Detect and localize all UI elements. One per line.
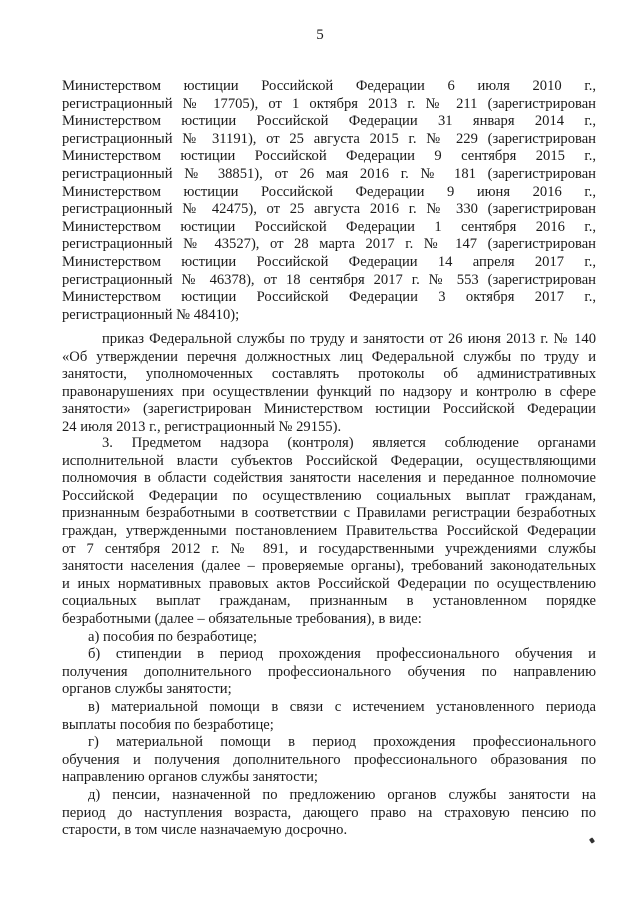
text-line: 24 июля 2013 г., регистрационный № 29155). xyxy=(62,418,342,435)
text-line: занятости» (зарегистрирован Министерством юстиции Российской Федерации xyxy=(62,401,596,418)
text-line: получения дополнительного профессионального обучения по направлению xyxy=(62,663,596,680)
text-line: г) материальной помощи в период прохождения профессионального xyxy=(88,734,596,750)
text-line: правонарушениях при осуществлении функций по надзору и контролю в сфере xyxy=(62,383,596,400)
text-line: регистрационный № 46378), от 18 сентября 2017 г. № 553 (зарегистрирован xyxy=(62,271,596,288)
list-item-v xyxy=(62,699,596,734)
text-line: старости, в том числе назначаемую досрочно. xyxy=(62,822,348,839)
text-line: Министерством юстиции Российской Федерации 6 июля 2010 г., xyxy=(62,78,596,94)
page-number: 5 xyxy=(316,27,324,43)
list-item-b xyxy=(62,646,596,699)
text-line: «Об утверждении перечня должностных лиц Федеральной службы по труду и xyxy=(62,348,596,365)
text-line: регистрационный № 43527), от 28 марта 2017 г. № 147 (зарегистрирован xyxy=(62,236,596,253)
text-line: и иных нормативных правовых актов Российской Федерации по осуществлению xyxy=(62,575,596,592)
paragraph-registration-list xyxy=(62,78,596,324)
text-line: Министерством юстиции Российской Федерации 9 июня 2016 г., xyxy=(62,183,596,200)
paragraph-order-140 xyxy=(62,331,596,437)
text-line: занятости, уполномоченных составлять протоколы об административных xyxy=(62,366,596,383)
list-item-g xyxy=(62,734,596,787)
text-line: исполнительной власти субъектов Российской Федерации, осуществляющими xyxy=(62,452,596,469)
text-line: Российской Федерации по осуществлению социальных выплат гражданам, xyxy=(62,487,596,504)
text-line: выплаты пособия по безработице; xyxy=(62,716,274,733)
text-line: Министерством юстиции Российской Федерации 1 сентября 2016 г., xyxy=(62,218,596,235)
text-line: д) пенсии, назначенной по предложению органов службы занятости на xyxy=(88,787,596,803)
text-line: социальных выплат гражданам, признанным в установленном порядке xyxy=(62,593,596,610)
text-line: занятости населения (далее – проверяемые органы), требований законодательных xyxy=(62,558,596,575)
text-line: 3. Предметом надзора (контроля) является соблюдение органами xyxy=(102,435,596,451)
list-item-a xyxy=(62,629,596,647)
text-line: а) пособия по безработице; xyxy=(88,629,258,645)
text-line: приказ Федеральной службы по труду и занятости от 26 июня 2013 г. № 140 xyxy=(102,331,596,347)
text-line: регистрационный № 31191), от 25 августа 2015 г. № 229 (зарегистрирован xyxy=(62,130,596,147)
text-line: органов службы занятости; xyxy=(62,681,232,698)
text-line: регистрационный № 38851), от 26 мая 2016 г. № 181 (зарегистрирован xyxy=(62,165,596,182)
text-line: полномочия в области содействия занятости населения и переданное полномочие xyxy=(62,470,596,487)
text-line: направлению органов службы занятости; xyxy=(62,769,318,786)
text-line: Министерством юстиции Российской Федерации 31 января 2014 г., xyxy=(62,113,596,130)
text-line: признанным безработными в соответствии с Правилами регистрации безработных xyxy=(62,505,596,522)
text-line: от 7 сентября 2012 г. № 891, и государственными учреждениями службы xyxy=(62,540,596,557)
text-line: Министерством юстиции Российской Федерации 14 апреля 2017 г., xyxy=(62,253,596,270)
list-item-d xyxy=(62,787,596,840)
text-line: регистрационный № 17705), от 1 октября 2013 г. № 211 (зарегистрирован xyxy=(62,95,596,112)
text-line: Министерством юстиции Российской Федерации 3 октября 2017 г., xyxy=(62,289,596,306)
text-line: период до наступления возраста, дающего право на страховую пенсию по xyxy=(62,804,596,821)
text-line: регистрационный № 48410); xyxy=(62,306,240,323)
text-line: регистрационный № 42475), от 25 августа 2016 г. № 330 (зарегистрирован xyxy=(62,201,596,218)
text-line: Министерством юстиции Российской Федерации 9 сентября 2015 г., xyxy=(62,148,596,165)
text-line: граждан, утвержденными постановлением Правительства Российской Федерации xyxy=(62,522,596,539)
text-line: в) материальной помощи в связи с истечением установленного периода xyxy=(88,699,596,715)
text-line: безработными (далее – обязательные требования), в виде: xyxy=(62,610,422,627)
paragraph-3-subject xyxy=(62,435,596,629)
text-line: обучения и получения дополнительного профессионального образования по xyxy=(62,751,596,768)
text-line: б) стипендии в период прохождения профессионального обучения и xyxy=(88,646,596,662)
